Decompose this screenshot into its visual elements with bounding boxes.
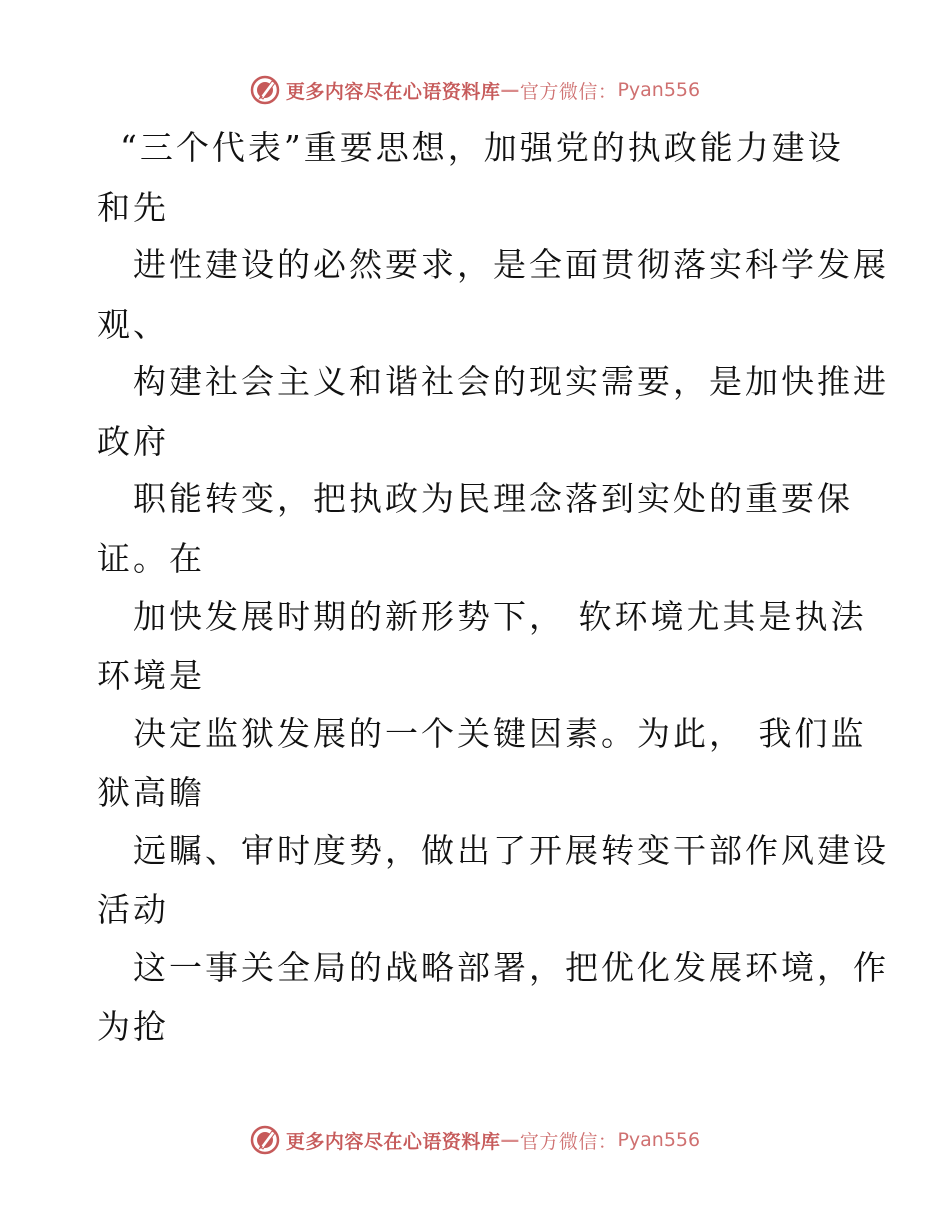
body-line-7: 职能转变，把执政为民理念落到实处的重要保 (133, 479, 853, 518)
body-line-6: 政府 (97, 422, 169, 461)
header-banner-dash: — (500, 79, 520, 101)
footer-banner-wechat-label: 官方微信： (519, 1130, 618, 1153)
body-line-13: 远瞩、审时度势，做出了开展转变干部作风建设 (133, 831, 889, 870)
header-banner-main-text: 更多内容尽在心语资料库 (285, 80, 501, 103)
header-banner-wechat-label: 官方微信： (519, 80, 618, 103)
pen-circle-logo-icon (250, 1125, 280, 1155)
footer-banner-wechat-account: Pyan556 (617, 1129, 701, 1151)
body-line-1: “三个代表”重要思想，加强党的执政能力建设 (120, 128, 844, 167)
body-line-10: 环境是 (97, 656, 205, 695)
body-line-12: 狱高瞻 (97, 773, 205, 812)
footer-banner-main-text: 更多内容尽在心语资料库 (285, 1130, 501, 1153)
body-line-15: 这一事关全局的战略部署，把优化发展环境，作 (133, 948, 889, 987)
header-banner-wechat-account: Pyan556 (617, 79, 701, 101)
footer-banner (0, 1120, 950, 1160)
body-line-3: 进性建设的必然要求，是全面贯彻落实科学发展 (133, 245, 889, 284)
body-line-9: 加快发展时期的新形势下， 软环境尤其是执法 (133, 597, 867, 636)
body-line-2: 和先 (97, 188, 169, 227)
body-line-14: 活动 (97, 890, 169, 929)
footer-banner-dash: — (500, 1129, 520, 1151)
body-line-11: 决定监狱发展的一个关键因素。为此， 我们监 (133, 714, 867, 753)
body-line-8: 证。在 (97, 539, 205, 578)
body-line-5: 构建社会主义和谐社会的现实需要，是加快推进 (133, 362, 889, 401)
body-line-16: 为抢 (97, 1007, 169, 1046)
body-line-4: 观、 (97, 305, 169, 344)
